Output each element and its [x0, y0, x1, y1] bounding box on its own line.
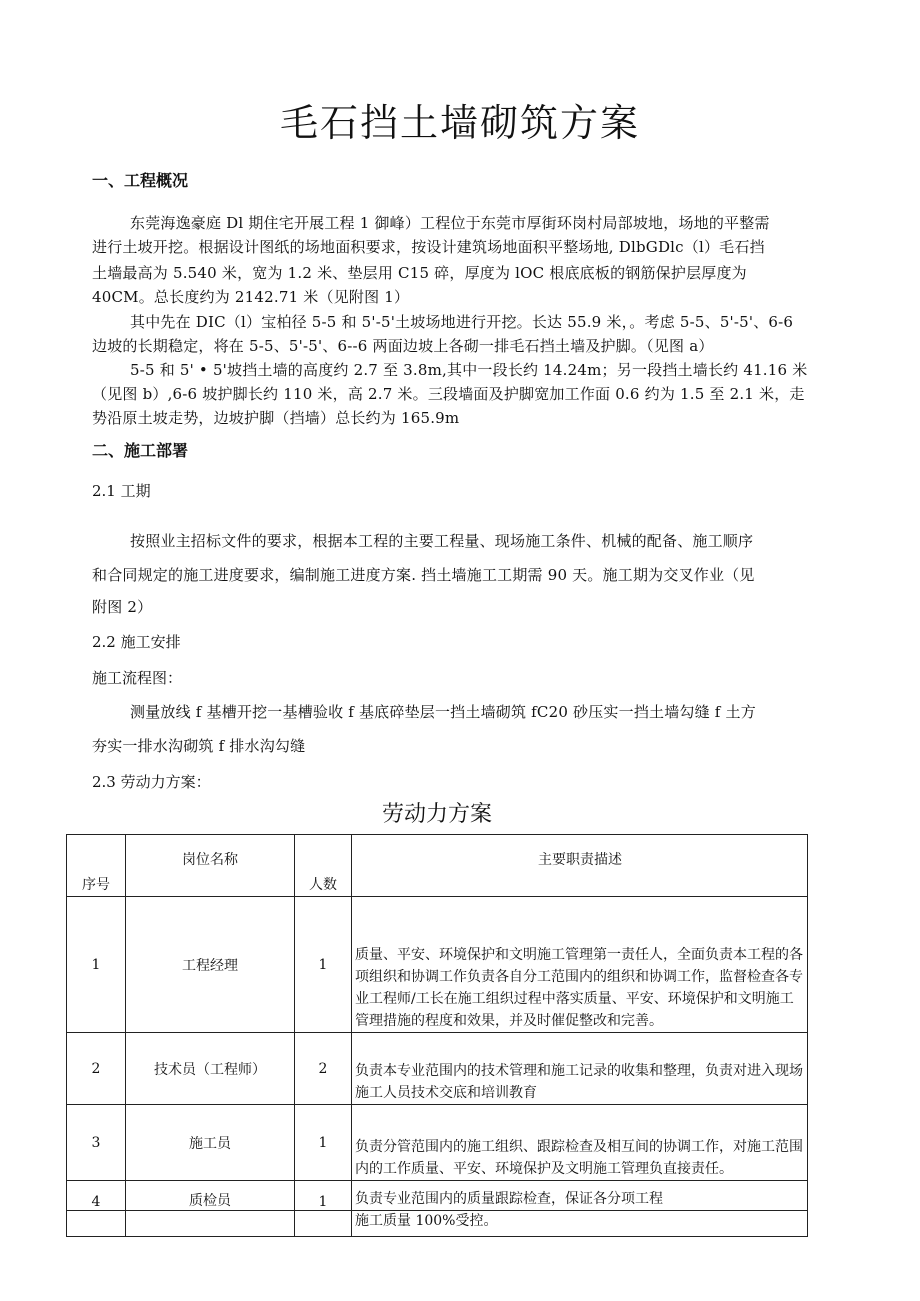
subsection-2-1-heading: 2.1 工期	[92, 482, 151, 500]
section-1-heading: 一、工程概况	[92, 171, 189, 190]
subsection-2-3-heading: 2.3 劳动力方案：	[92, 773, 211, 791]
row-desc	[352, 1181, 808, 1211]
row-count: 1	[295, 1181, 352, 1211]
schedule-line: 附图 2）	[92, 598, 153, 616]
row-desc	[352, 1033, 808, 1105]
empty-cell	[126, 1211, 295, 1237]
table-row	[67, 1033, 808, 1105]
row-no: 4	[67, 1181, 126, 1211]
row-count: 1	[295, 1105, 352, 1181]
header-desc: 主要职责描述	[352, 835, 808, 897]
row-position: 工程经理	[126, 897, 295, 1033]
header-no: 序号	[67, 835, 126, 897]
header-position: 岗位名称	[126, 835, 295, 897]
row-desc-text: 负责本专业范围内的技术管理和施工记录的收集和整理，负责对进入现场施工人员技术交底和培训教育	[355, 1063, 803, 1101]
section-1-line: 土墙最高为 5.540 米，宽为 1.2 米、垫层用 C15 碎，厚度为 lOC 根底底板的钢筋保护层厚度为	[92, 264, 747, 282]
section-1-line: 边坡的长期稳定，将在 5-5、5'-5'、6--6 两面边坡上各砌一排毛石挡土墙及护脚。（见图 a）	[92, 337, 714, 355]
row-no: 2	[67, 1033, 126, 1105]
row-no: 1	[67, 897, 126, 1033]
row-desc-text: 负责专业范围内的质量跟踪检查，保证各分项工程	[355, 1191, 663, 1207]
schedule-line: 按照业主招标文件的要求，根据本工程的主要工程量、现场施工条件、机械的配备、施工顺序	[130, 532, 754, 550]
section-1-line: 5-5 和 5' • 5'坡挡土墙的高度约 2.7 至 3.8m,其中一段长约 14.24m；另一段挡土墙长约 41.16 米	[130, 361, 808, 379]
document-title: 毛石挡土墙砌筑方案	[279, 101, 640, 145]
table-row	[67, 1181, 808, 1211]
section-1-line: 东莞海逸豪庭 Dl 期住宅开展工程 1 御峰）工程位于东莞市厚街环岗村局部坡地，场地的平整需	[130, 214, 770, 232]
section-1-line: （见图 b）,6-6 坡护脚长约 110 米，高 2.7 米。三段墙面及护脚宽加工作面 0.6 约为 1.5 至 2.1 米，走	[92, 385, 805, 403]
labor-table	[66, 834, 808, 1237]
flow-line: 夯实一排水沟砌筑 f 排水沟勾缝	[92, 737, 306, 755]
row-position: 施工员	[126, 1105, 295, 1181]
table-row	[67, 897, 808, 1033]
section-2-heading: 二、施工部署	[92, 441, 189, 460]
row-desc-text: 负责分管范围内的施工组织、跟踪检查及相互间的协调工作，对施工范围内的工作质量、平安、环境保护及文明施工管理负直接责任。	[355, 1139, 803, 1177]
row-no: 3	[67, 1105, 126, 1181]
flow-chart-label: 施工流程图：	[92, 669, 183, 687]
row-count: 2	[295, 1033, 352, 1105]
section-1-line: 其中先在 DIC（l）宝柏径 5-5 和 5'-5'土坡场地进行开挖。长达 55.9 米，。考虑 5-5、5'-5'、6-6	[130, 313, 794, 331]
empty-cell	[67, 1211, 126, 1237]
table-row	[67, 1105, 808, 1181]
empty-cell	[295, 1211, 352, 1237]
table-header-row	[67, 835, 808, 897]
section-1-line: 进行土坡开挖。根据设计图纸的场地面积要求，按设计建筑场地面积平整场地, DlbGDlc（l）毛石挡	[92, 238, 765, 256]
row-position: 技术员（工程师）	[126, 1033, 295, 1105]
flow-line: 测量放线 f 基槽开挖一基槽验收 f 基底碎垫层一挡土墙砌筑 fC20 砂压实一挡土墙勾缝 f 土方	[130, 703, 756, 721]
schedule-line: 和合同规定的施工进度要求，编制施工进度方案. 挡土墙施工工期需 90 天。施工期为交叉作业（见	[92, 566, 755, 584]
subsection-2-2-heading: 2.2 施工安排	[92, 633, 181, 651]
row-desc-continuation: 施工质量 100%受控。	[352, 1211, 808, 1237]
header-count: 人数	[295, 835, 352, 897]
table-row-continuation	[67, 1211, 808, 1237]
row-count: 1	[295, 897, 352, 1033]
row-desc	[352, 897, 808, 1033]
row-desc	[352, 1105, 808, 1181]
row-desc-text: 质量、平安、环境保护和文明施工管理第一责任人，全面负责本工程的各项组织和协调工作负责各自分工范围内的组织和协调工作，监督检查各专业工程师/工长在施工组织过程中落实质量、平安、环境保护和文明施工管理措施的程度和效果，并及时催促整改和完善。	[355, 947, 803, 1029]
row-position: 质检员	[126, 1181, 295, 1211]
section-1-line: 势沿原土坡走势，边坡护脚（挡墙）总长约为 165.9m	[92, 409, 460, 427]
table-title: 劳动力方案	[381, 802, 492, 827]
section-1-line: 40CM。总长度约为 2142.71 米（见附图 1）	[92, 288, 410, 306]
